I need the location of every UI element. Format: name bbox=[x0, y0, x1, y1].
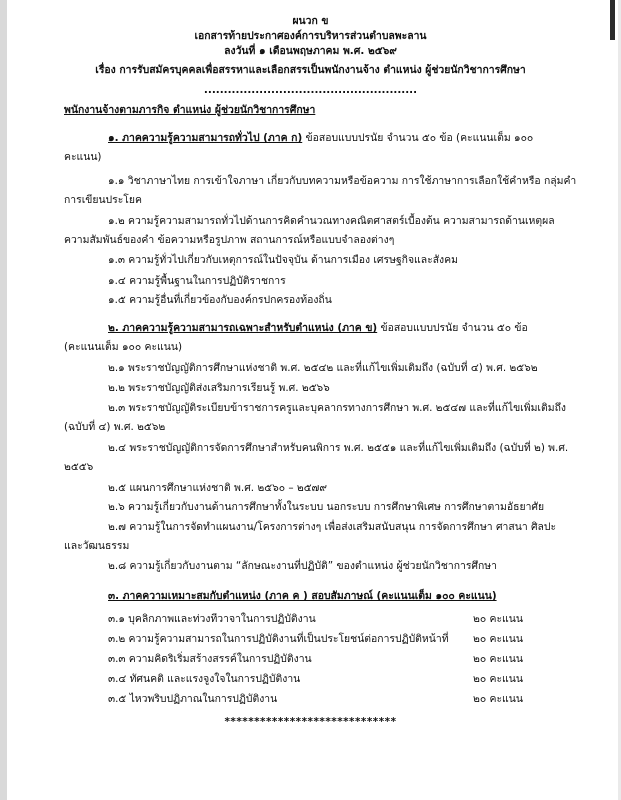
section1-title-label: ๑. ภาคความรู้ความสามารถทั่วไป (ภาค ก) bbox=[108, 132, 303, 144]
section2-item-continued: ๒๕๕๖ bbox=[64, 461, 94, 473]
subject-line: เรื่อง การรับสมัครบุคคลเพื่อสรรหาและเลือกสรรเป็นพนักงานจ้าง ตำแหน่ง ผู้ช่วยนักวิชาการศึกษา bbox=[95, 64, 526, 76]
section3-title: ๓. ภาคความเหมาะสมกับตำแหน่ง (ภาค ค ) สอบสัมภาษณ์ (คะแนนเต็ม ๑๐๐ คะแนน) bbox=[108, 590, 497, 602]
section1-title-rest: ข้อสอบแบบปรนัย จำนวน ๕๐ ข้อ (คะแนนเต็ม ๑๐๐ bbox=[305, 132, 534, 144]
appendix-label: ผนวก ข bbox=[292, 15, 329, 27]
closing-stars: ***************************** bbox=[224, 716, 397, 728]
section2-item: ๒.๕ แผนการศึกษาแห่งชาติ พ.ศ. ๒๕๖๐ – ๒๕๗๙ bbox=[108, 482, 327, 494]
section2-title-rest: ข้อสอบแบบปรนัย จำนวน ๕๐ ข้อ bbox=[380, 322, 528, 334]
position-heading: พนักงานจ้างตามภารกิจ ตำแหน่ง ผู้ช่วยนักวิชาการศึกษา bbox=[64, 104, 316, 116]
section2-item: ๒.๗ ความรู้ในการจัดทำแผนงาน/โครงการต่างๆ เพื่อส่งเสริมสนับสนุน การจัดการศึกษา ศาสนา ศิลปะ bbox=[108, 521, 557, 533]
section1-item: ๑.๑ วิชาภาษาไทย การเข้าใจภาษา เกี่ยวกับบทความหรือข้อความ การใช้ภาษาการเลือกใช้คำหรือ กลุ่มคำ bbox=[108, 175, 577, 187]
section1-item: ๑.๕ ความรู้อื่นที่เกี่ยวข้องกับองค์กรปกครองท้องถิ่น bbox=[108, 294, 332, 306]
section2-item-continued: และวัฒนธรรม bbox=[64, 540, 130, 552]
scan-left-edge bbox=[0, 0, 7, 800]
section3-item-points: ๒๐ คะแนน bbox=[473, 673, 523, 685]
section2-item-continued: (ฉบับที่ ๔) พ.ศ. ๒๕๖๒ bbox=[64, 421, 166, 433]
section3-item: ๓.๒ ความรู้ความสามารถในการปฏิบัติงานที่เป็นประโยชน์ต่อการปฏิบัติหน้าที่ bbox=[108, 633, 449, 645]
section1-title bbox=[108, 131, 533, 145]
section3-item-points: ๒๐ คะแนน bbox=[473, 633, 523, 645]
section2-title bbox=[108, 321, 528, 335]
section1-item-continued: การเขียนประโยค bbox=[64, 194, 142, 206]
section1-item-continued: ความสัมพันธ์ของคำ ข้อความหรือรูปภาพ สถานการณ์หรือแบบจำลองต่างๆ bbox=[64, 234, 395, 246]
date-line: ลงวันที่ ๑ เดือนพฤษภาคม พ.ศ. ๒๕๖๙ bbox=[224, 45, 397, 57]
section3-item-points: ๒๐ คะแนน bbox=[473, 693, 523, 705]
section2-title-label: ๒. ภาคความรู้ความสามารถเฉพาะสำหรับตำแหน่ง (ภาค ข) bbox=[108, 322, 378, 334]
section1-item: ๑.๓ ความรู้ทั่วไปเกี่ยวกับเหตุการณ์ในปัจจุบัน ด้านการเมือง เศรษฐกิจและสังคม bbox=[108, 254, 458, 266]
document-title: เอกสารท้ายประกาศองค์การบริหารส่วนตำบลพะลาน bbox=[194, 30, 427, 42]
section3-item: ๓.๓ ความคิดริเริ่มสร้างสรรค์ในการปฏิบัติงาน bbox=[108, 653, 312, 665]
section1-title-continued: คะแนน) bbox=[64, 151, 102, 163]
section2-item: ๒.๔ พระราชบัญญัติการจัดการศึกษาสำหรับคนพิการ พ.ศ. ๒๕๕๑ และที่แก้ไขเพิ่มเติมถึง (ฉบับที่ ๒) พ.ศ. bbox=[108, 442, 569, 454]
section1-item: ๑.๒ ความรู้ความสามารถทั่วไปด้านการคิดคำนวณทางคณิตศาสตร์เบื้องต้น ความสามารถด้านเหตุผล bbox=[108, 215, 555, 227]
section2-item: ๒.๘ ความรู้เกี่ยวกับงานตาม “ลักษณะงานที่ปฏิบัติ” ของตำแหน่ง ผู้ช่วยนักวิชาการศึกษา bbox=[108, 560, 497, 572]
section2-item: ๒.๒ พระราชบัญญัติส่งเสริมการเรียนรู้ พ.ศ. ๒๕๖๖ bbox=[108, 382, 330, 394]
section2-item: ๒.๓ พระราชบัญญัติระเบียบข้าราชการครูและบุคลากรทางการศึกษา พ.ศ. ๒๕๔๗ และที่แก้ไขเพิ่มเติมถึง bbox=[108, 402, 566, 414]
section2-item: ๒.๑ พระราชบัญญัติการศึกษาแห่งชาติ พ.ศ. ๒๕๔๒ และที่แก้ไขเพิ่มเติมถึง (ฉบับที่ ๔) พ.ศ. ๒๕๖๒ bbox=[108, 362, 538, 374]
section2-title-continued: (คะแนนเต็ม ๑๐๐ คะแนน) bbox=[64, 341, 183, 353]
section3-item: ๓.๔ ทัศนคติ และแรงจูงใจในการปฏิบัติงาน bbox=[108, 673, 301, 685]
section3-item-points: ๒๐ คะแนน bbox=[473, 613, 523, 625]
separator-dots: ...................................................... bbox=[203, 84, 418, 96]
section2-item: ๒.๖ ความรู้เกี่ยวกับงานด้านการศึกษาทั้งในระบบ นอกระบบ การศึกษาพิเศษ การศึกษาตามอัธยาศัย bbox=[108, 501, 545, 513]
section3-item-points: ๒๐ คะแนน bbox=[473, 653, 523, 665]
section3-item: ๓.๑ บุคลิกภาพและท่วงทีวาจาในการปฏิบัติงาน bbox=[108, 613, 316, 625]
section3-item: ๓.๕ ไหวพริบปฏิภาณในการปฏิบัติงาน bbox=[108, 693, 278, 705]
section1-item: ๑.๔ ความรู้พื้นฐานในการปฏิบัติราชการ bbox=[108, 275, 286, 287]
